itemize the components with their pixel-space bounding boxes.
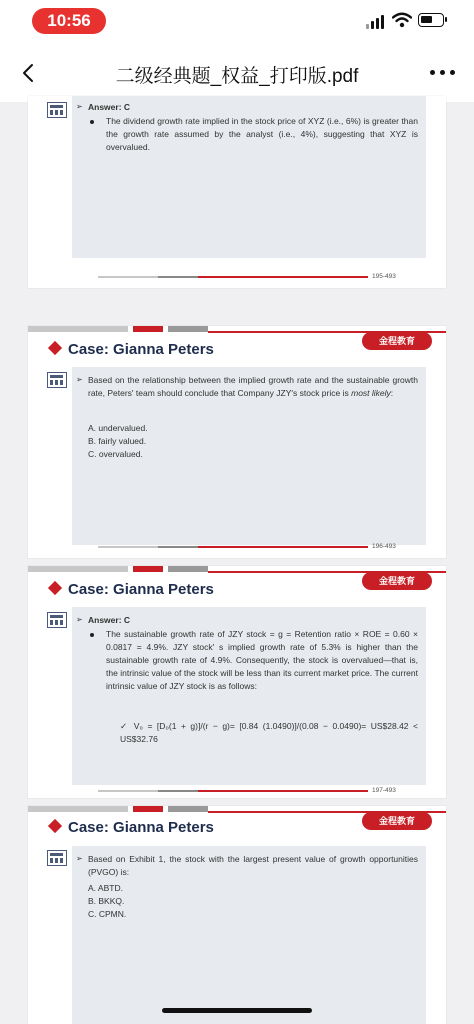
page-number: 197-493: [372, 787, 396, 794]
nav-bar: [0, 44, 474, 102]
slide-196: [28, 326, 446, 558]
diamond-icon: [48, 581, 62, 595]
option-a: A. ABTD.: [88, 883, 123, 893]
battery-icon: [418, 13, 444, 27]
page-number: 196-493: [372, 543, 396, 550]
answer-label: Answer: C: [88, 102, 131, 112]
brand-logo: 金程教育: [362, 332, 432, 350]
option-b: B. fairly valued.: [88, 436, 147, 446]
slide-198: [28, 806, 446, 1024]
footer-bar: [98, 544, 368, 550]
answer-explanation: The sustainable growth rate of JZY stock = g = Retention ratio × ROE = 0.60 × 0.0817 = 4.9%. JZY stock' s implied growth rate of 5.3% is higher than the sustainable growth rate of 4.9%. Consequently, the stock is overvalued—that is, the intrinsic value of the stock will be less than its current market price. The current intrinsic value of JZY stock is as follows:: [106, 629, 418, 691]
option-c: C. overvalued.: [88, 449, 143, 459]
answer-label: Answer: C: [88, 615, 131, 625]
brand-logo: 金程教育: [362, 572, 432, 590]
document-title: 二级经典题_权益_打印版.pdf: [115, 66, 359, 87]
question-text: Based on Exhibit 1, the stock with the largest present value of growth opportunities (PVGO) is:: [88, 854, 418, 877]
case-title: [50, 341, 214, 358]
options-list: [88, 882, 418, 921]
arrow-bullet-icon: ➢: [76, 375, 83, 384]
footer-bar: [98, 274, 368, 280]
calculator-icon: [47, 102, 67, 118]
case-title: [50, 581, 214, 598]
home-indicator[interactable]: [162, 1008, 312, 1013]
brand-logo: 金程教育: [362, 812, 432, 830]
question-end: :: [390, 388, 394, 398]
arrow-bullet-icon: ➢: [76, 854, 83, 863]
status-time: 10:56: [32, 8, 106, 34]
slide-195: [28, 96, 446, 288]
answer-explanation: The dividend growth rate implied in the stock price of XYZ (i.e., 6%) is greater than the growth rate assumed by the analyst (i.e., 4%), suggesting that XYZ is overvalued.: [106, 116, 418, 152]
wifi-icon: [392, 12, 412, 28]
calculator-icon: [47, 372, 67, 388]
calculator-icon: [47, 612, 67, 628]
slide-197: [28, 566, 446, 798]
option-b: B. BKKQ.: [88, 896, 125, 906]
case-title: [50, 819, 214, 836]
arrow-bullet-icon: ➢: [76, 102, 83, 111]
status-bar: [0, 0, 474, 44]
option-c: C. CPMN.: [88, 909, 127, 919]
more-icon[interactable]: [430, 70, 456, 76]
footer-bar: [98, 788, 368, 794]
calculator-icon: [47, 850, 67, 866]
option-a: A. undervalued.: [88, 423, 148, 433]
case-title-text: Case: Gianna Peters: [68, 341, 214, 358]
signal-icon: [366, 15, 386, 29]
case-title-text: Case: Gianna Peters: [68, 819, 214, 836]
formula-text: ✓ V₀ = [D₀(1 + g)]/(r − g)= [0.84 (1.0490)]/(0.08 − 0.0490)= US$28.42 < US$32.76: [120, 721, 418, 744]
bullet-icon: [90, 633, 94, 637]
page-number: 195-493: [372, 273, 396, 280]
question-text: [88, 374, 418, 400]
question-emphasis: most likely: [351, 388, 391, 398]
case-title-text: Case: Gianna Peters: [68, 581, 214, 598]
arrow-bullet-icon: ➢: [76, 615, 83, 624]
question-main: Based on the relationship between the implied growth rate and the sustainable growth rate, Peters' team should conclude that Company JZY's stock price is: [88, 375, 418, 398]
back-chevron-icon[interactable]: [18, 62, 40, 84]
diamond-icon: [48, 341, 62, 355]
options-list: [88, 422, 418, 461]
diamond-icon: [48, 819, 62, 833]
bullet-icon: [90, 120, 94, 124]
